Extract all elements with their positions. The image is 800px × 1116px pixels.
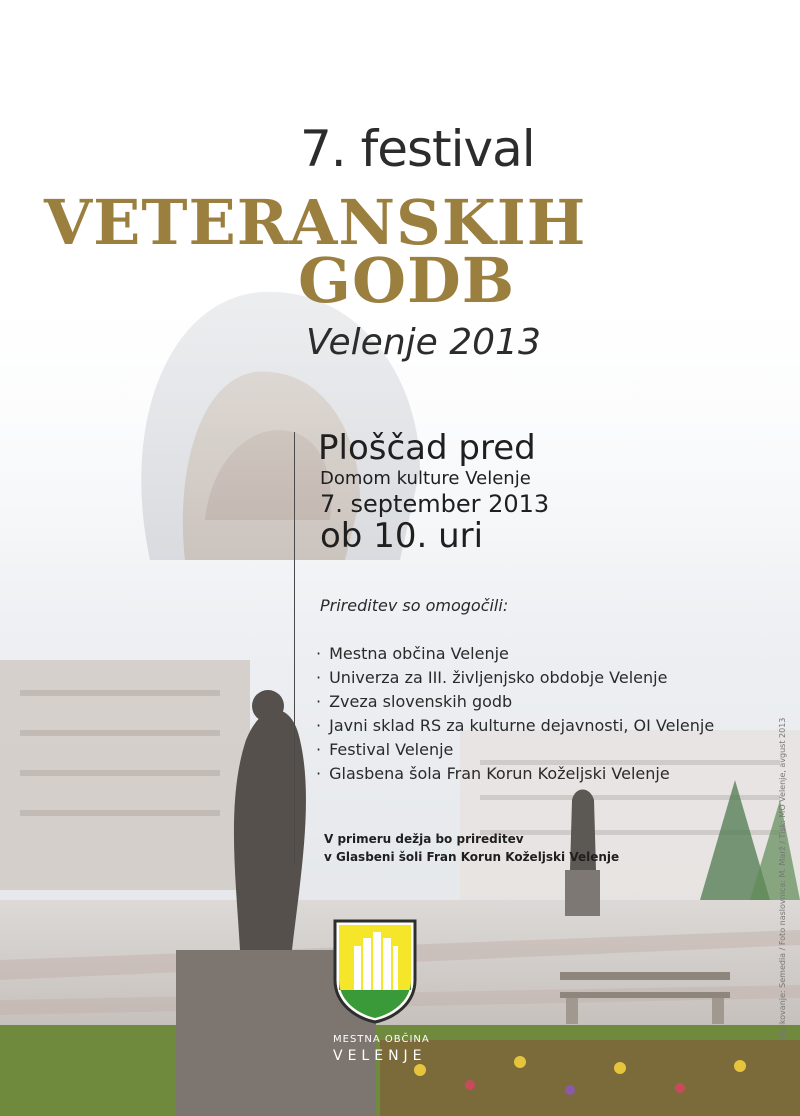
sponsor-item: · Zveza slovenskih godb — [316, 690, 714, 714]
sponsors-list — [316, 642, 714, 786]
sponsor-item: · Univerza za III. življenjsko obdobje Velenje — [316, 666, 714, 690]
venue-detail: Domom kulture Velenje — [320, 468, 531, 489]
sponsor-item: · Glasbena šola Fran Korun Koželjski Velenje — [316, 762, 714, 786]
festival-edition: 7. festival — [300, 120, 535, 178]
festival-subtitle: Velenje 2013 — [306, 322, 541, 363]
logo-text-line2: VELENJE — [333, 1048, 427, 1064]
municipality-crest-icon — [332, 918, 418, 1024]
sponsor-item: · Javni sklad RS za kulturne dejavnosti, OI Velenje — [316, 714, 714, 738]
event-time: ob 10. uri — [320, 516, 484, 556]
rain-notice-line1: V primeru dežja bo prireditev — [324, 832, 524, 846]
festival-title-line2: GODB — [298, 244, 516, 317]
logo-text-line1: MESTNA OBČINA — [333, 1034, 430, 1045]
sponsor-item: · Festival Velenje — [316, 738, 714, 762]
sponsor-item: · Mestna občina Velenje — [316, 642, 714, 666]
sponsors-heading: Prireditev so omogočili: — [320, 596, 509, 615]
divider-line — [294, 432, 295, 864]
design-credit: Oblikovanje: Semedia / Foto naslovnica: M. Marž / Tisk: MO Velenje, avgust 2013 — [778, 717, 787, 1040]
festival-title-line1: VETERANSKIH — [44, 186, 587, 259]
rain-notice-line2: v Glasbeni šoli Fran Korun Koželjski Velenje — [324, 850, 620, 864]
event-date: 7. september 2013 — [320, 490, 550, 518]
venue-main: Ploščad pred — [318, 428, 536, 468]
